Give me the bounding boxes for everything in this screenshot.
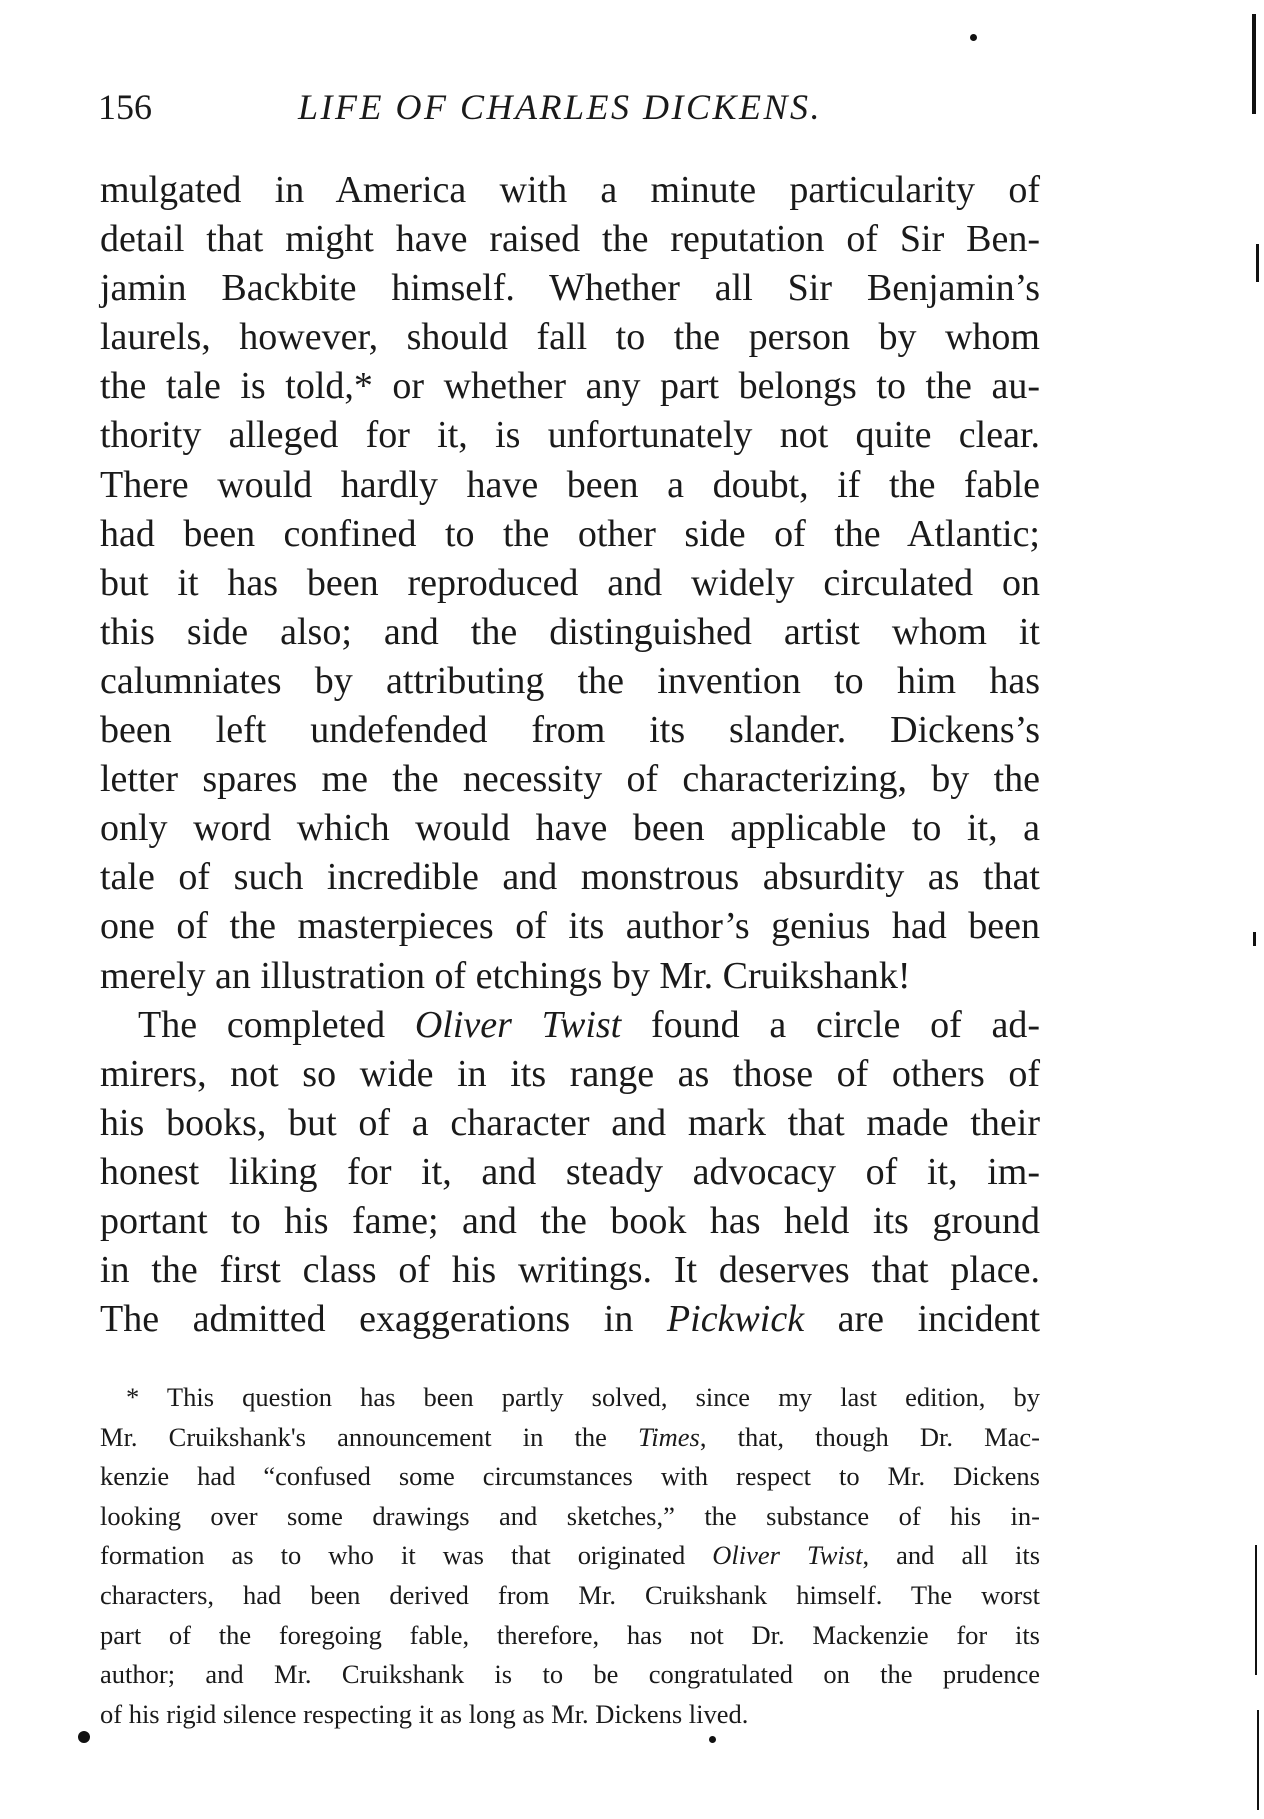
text-line: portant to his fame; and the book has held its ground (100, 1199, 1040, 1242)
text-line: tale of such incredible and monstrous absurdity as that (100, 856, 1040, 899)
text-line: the tale is told,* or whether any part belongs to the au- (100, 365, 1040, 408)
footnote-line: * This question has been partly solved, since my last edition, by (126, 1382, 1040, 1412)
text-run: The completed (138, 1003, 415, 1046)
text-line: his books, but of a character and mark that made their (100, 1101, 1040, 1144)
text-run: Mr. Cruikshank's announcement in the (100, 1421, 638, 1452)
italic-title: Times (637, 1421, 700, 1452)
text-line: laurels, however, should fall to the person by whom (100, 316, 1040, 359)
body-text (100, 166, 1040, 1344)
italic-title: Oliver Twist (414, 1003, 622, 1046)
print-speck (78, 1731, 90, 1743)
text-line: calumniates by attributing the invention to him has (100, 659, 1040, 702)
print-speck (709, 1736, 716, 1743)
text-run: formation as to who it was that originated (100, 1540, 713, 1571)
page-number: 156 (98, 87, 152, 127)
italic-title: Oliver Twist (712, 1540, 863, 1571)
text-line: letter spares me the necessity of characterizing, by the (100, 758, 1040, 801)
text-run: The admitted exaggerations in (100, 1298, 667, 1341)
text-line: merely an illustration of etchings by Mr. Cruikshank! (100, 954, 911, 997)
text-line: thority alleged for it, is unfortunately not quite clear. (100, 414, 1040, 457)
text-run: are incident (804, 1298, 1041, 1341)
footnote-line: author; and Mr. Cruikshank is to be congratulated on the prudence (100, 1659, 1040, 1690)
footnote-line (100, 1536, 1040, 1576)
page-edge-mark (1253, 932, 1256, 946)
text-line: jamin Backbite himself. Whether all Sir Benjamin’s (100, 267, 1040, 310)
text-line: but it has been reproduced and widely circulated on (100, 561, 1040, 604)
text-line: only word which would have been applicable to it, a (100, 807, 1040, 850)
text-line: honest liking for it, and steady advocacy of it, im- (100, 1150, 1040, 1193)
italic-title: Pickwick (666, 1298, 805, 1341)
running-title: LIFE OF CHARLES DICKENS. (298, 87, 822, 127)
text-run: , and all its (862, 1540, 1041, 1571)
print-speck (970, 34, 977, 41)
text-line: There would hardly have been a doubt, if the fable (100, 463, 1040, 506)
page-edge-mark (1252, 14, 1256, 114)
paragraph-first-line (100, 1001, 1040, 1050)
footnote-line: looking over some drawings and sketches,” the substance of his in- (100, 1500, 1040, 1531)
text-line: this side also; and the distinguished artist whom it (100, 610, 1040, 653)
text-line: mulgated in America with a minute particularity of (100, 169, 1040, 211)
text-run: , that, though Dr. Mac- (699, 1421, 1040, 1452)
text-line: been left undefended from its slander. Dickens’s (100, 709, 1040, 752)
text-line: had been confined to the other side of the Atlantic; (100, 512, 1040, 555)
text-run: found a circle of ad- (621, 1003, 1040, 1046)
page-edge-mark (1257, 1710, 1259, 1810)
text-line (100, 1295, 1040, 1344)
running-head (98, 82, 858, 132)
text-line: one of the masterpieces of its author’s genius had been (100, 905, 1040, 948)
footnote-line: part of the foregoing fable, therefore, has not Dr. Mackenzie for its (100, 1619, 1040, 1650)
page-edge-mark (1256, 244, 1259, 282)
footnote-line (100, 1418, 1040, 1458)
footnote-line: of his rigid silence respecting it as long as Mr. Dickens lived. (100, 1698, 749, 1729)
footnote-line: characters, had been derived from Mr. Cruikshank himself. The worst (100, 1579, 1040, 1610)
text-line: mirers, not so wide in its range as those of others of (100, 1052, 1040, 1095)
page-edge-mark (1255, 1545, 1257, 1675)
text-line: in the first class of his writings. It deserves that place. (100, 1249, 1040, 1292)
footnote (100, 1378, 1040, 1734)
footnote-line: kenzie had “confused some circumstances with respect to Mr. Dickens (100, 1461, 1040, 1492)
text-line: detail that might have raised the reputation of Sir Ben- (100, 218, 1040, 261)
